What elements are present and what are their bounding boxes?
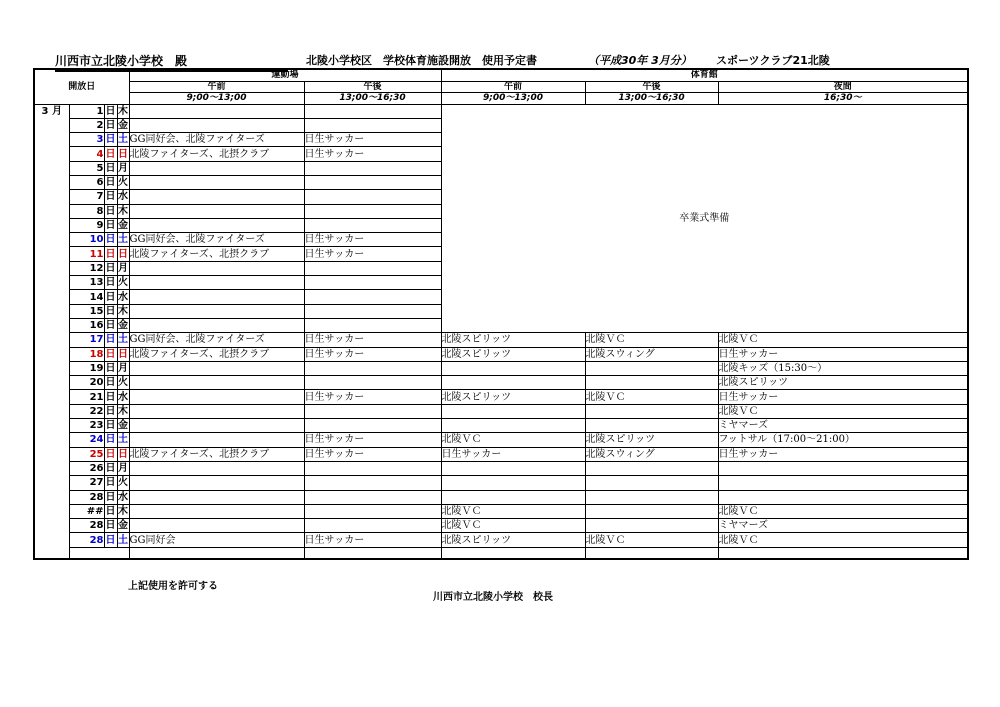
day-number: 25 bbox=[69, 447, 104, 461]
weekday: 月 bbox=[118, 463, 128, 475]
ground-afternoon-cell: 日生サッカー bbox=[304, 333, 441, 347]
table-row bbox=[34, 347, 968, 361]
gym-afternoon-cell bbox=[585, 504, 718, 518]
ground-afternoon-cell bbox=[304, 461, 441, 475]
table-row bbox=[34, 490, 968, 504]
ground-morning-cell bbox=[129, 104, 304, 118]
day-number: 20 bbox=[69, 376, 104, 390]
weekday: 土 bbox=[118, 534, 128, 546]
weekday: 火 bbox=[118, 477, 128, 489]
weekday: 水 bbox=[118, 491, 128, 503]
table-row bbox=[34, 476, 968, 490]
day-unit: 日 bbox=[105, 505, 116, 517]
day-unit: 日 bbox=[105, 405, 116, 417]
ground-morning-cell bbox=[129, 218, 304, 232]
table-row bbox=[34, 361, 968, 375]
gym-night-cell bbox=[718, 490, 968, 504]
ground-morning-time: 9;00～13;00 bbox=[129, 93, 304, 105]
weekday: 木 bbox=[118, 205, 128, 217]
blank-cell bbox=[104, 547, 117, 559]
weekday: 土 bbox=[118, 334, 128, 346]
ground-morning-cell bbox=[129, 290, 304, 304]
ground-afternoon-cell bbox=[304, 276, 441, 290]
weekday: 月 bbox=[118, 162, 128, 174]
gym-night-header: 夜間 bbox=[718, 81, 968, 93]
day-unit: 日 bbox=[105, 448, 116, 460]
ground-afternoon-cell bbox=[304, 118, 441, 132]
weekday: 木 bbox=[118, 305, 128, 317]
day-unit: 日 bbox=[105, 520, 116, 532]
ground-afternoon-time: 13;00～16;30 bbox=[304, 93, 441, 105]
gym-morning-cell: 北陵スピリッツ bbox=[441, 347, 585, 361]
gym-morning-cell: 北陵スピリッツ bbox=[441, 533, 585, 547]
gym-night-cell: 日生サッカー bbox=[718, 347, 968, 361]
document-title: 北陵小学校区 学校体育施設開放 使用予定書 bbox=[306, 52, 554, 70]
table-row bbox=[34, 504, 968, 518]
ground-afternoon-cell bbox=[304, 161, 441, 175]
day-number: 16 bbox=[69, 318, 104, 332]
gym-afternoon-cell: 北陵スウィング bbox=[585, 447, 718, 461]
gym-afternoon-cell bbox=[585, 404, 718, 418]
gym-night-cell: ミヤマーズ bbox=[718, 419, 968, 433]
day-unit: 日 bbox=[105, 362, 116, 374]
day-number: ## bbox=[69, 504, 104, 518]
day-unit: 日 bbox=[105, 119, 116, 131]
day-number: 7 bbox=[69, 190, 104, 204]
gym-night-cell: 北陵ＶＣ bbox=[718, 504, 968, 518]
ground-morning-cell bbox=[129, 276, 304, 290]
day-number: 26 bbox=[69, 461, 104, 475]
ground-morning-cell: GG同好会 bbox=[129, 533, 304, 547]
period: （平成30年 3月分） bbox=[588, 54, 692, 67]
ground-morning-cell bbox=[129, 204, 304, 218]
table-row bbox=[34, 404, 968, 418]
ground-morning-header: 午前 bbox=[129, 81, 304, 93]
gym-morning-cell: 北陵スピリッツ bbox=[441, 333, 585, 347]
ground-afternoon-header: 午後 bbox=[304, 81, 441, 93]
ground-afternoon-cell: 日生サッカー bbox=[304, 147, 441, 161]
date-header: 開放日 bbox=[34, 69, 129, 104]
blank-cell bbox=[117, 547, 129, 559]
gym-afternoon-cell bbox=[585, 490, 718, 504]
weekday: 金 bbox=[118, 520, 128, 532]
ground-morning-cell bbox=[129, 433, 304, 447]
gym-afternoon-cell bbox=[585, 376, 718, 390]
ground-morning-cell bbox=[129, 318, 304, 332]
ground-afternoon-cell bbox=[304, 204, 441, 218]
ground-afternoon-cell bbox=[304, 419, 441, 433]
schedule-table bbox=[33, 68, 969, 560]
table-row bbox=[34, 461, 968, 475]
weekday: 水 bbox=[118, 391, 128, 403]
day-number: 23 bbox=[69, 419, 104, 433]
day-number: 11 bbox=[69, 247, 104, 261]
day-number: 12 bbox=[69, 261, 104, 275]
gym-afternoon-header: 午後 bbox=[585, 81, 718, 93]
weekday: 土 bbox=[118, 234, 128, 246]
day-unit: 日 bbox=[105, 105, 116, 117]
day-unit: 日 bbox=[105, 391, 116, 403]
day-number: 17 bbox=[69, 333, 104, 347]
gym-afternoon-cell: 北陵ＶＣ bbox=[585, 390, 718, 404]
ground-morning-cell bbox=[129, 190, 304, 204]
ground-afternoon-cell bbox=[304, 361, 441, 375]
ground-morning-cell bbox=[129, 175, 304, 189]
gym-night-cell: フットサル（17:00～21:00） bbox=[718, 433, 968, 447]
day-number: 28 bbox=[69, 533, 104, 547]
ground-morning-cell bbox=[129, 419, 304, 433]
gym-night-cell: 日生サッカー bbox=[718, 447, 968, 461]
day-unit: 日 bbox=[105, 162, 116, 174]
gym-morning-cell: 北陵ＶＣ bbox=[441, 519, 585, 533]
gym-afternoon-time: 13;00～16;30 bbox=[585, 93, 718, 105]
weekday: 水 bbox=[118, 291, 128, 303]
day-number: 24 bbox=[69, 433, 104, 447]
ground-afternoon-cell bbox=[304, 261, 441, 275]
ground-morning-cell: 北陵ファイターズ、北摂クラブ bbox=[129, 147, 304, 161]
gym-afternoon-cell bbox=[585, 361, 718, 375]
gym-afternoon-cell: 北陵スウィング bbox=[585, 347, 718, 361]
gym-night-cell: 日生サッカー bbox=[718, 390, 968, 404]
day-unit: 日 bbox=[105, 491, 116, 503]
weekday: 月 bbox=[118, 362, 128, 374]
ground-afternoon-cell bbox=[304, 376, 441, 390]
ground-morning-cell bbox=[129, 376, 304, 390]
day-unit: 日 bbox=[105, 191, 116, 203]
gym-afternoon-cell: 北陵ＶＣ bbox=[585, 533, 718, 547]
gym-morning-header: 午前 bbox=[441, 81, 585, 93]
blank-cell bbox=[585, 547, 718, 559]
gym-night-time: 16;30～ bbox=[718, 93, 968, 105]
gym-morning-cell bbox=[441, 376, 585, 390]
weekday: 日 bbox=[118, 248, 128, 260]
weekday: 金 bbox=[118, 420, 128, 432]
ground-morning-cell bbox=[129, 304, 304, 318]
day-unit: 日 bbox=[105, 534, 116, 546]
ground-afternoon-cell bbox=[304, 490, 441, 504]
permit-text: 上記使用を許可する bbox=[128, 581, 218, 592]
gym-morning-cell bbox=[441, 490, 585, 504]
day-number: 10 bbox=[69, 233, 104, 247]
day-number: 3 bbox=[69, 133, 104, 147]
gym-night-cell: 北陵ＶＣ bbox=[718, 533, 968, 547]
weekday: 金 bbox=[118, 119, 128, 131]
ground-morning-cell: 北陵ファイターズ、北摂クラブ bbox=[129, 247, 304, 261]
ground-morning-cell bbox=[129, 118, 304, 132]
day-unit: 日 bbox=[105, 177, 116, 189]
day-number: 14 bbox=[69, 290, 104, 304]
gym-morning-cell bbox=[441, 461, 585, 475]
day-unit: 日 bbox=[105, 262, 116, 274]
day-unit: 日 bbox=[105, 220, 116, 232]
gym-morning-cell bbox=[441, 419, 585, 433]
ground-morning-cell bbox=[129, 361, 304, 375]
blank-cell bbox=[69, 547, 104, 559]
day-number: 8 bbox=[69, 204, 104, 218]
gym-morning-cell: 北陵スピリッツ bbox=[441, 390, 585, 404]
weekday: 月 bbox=[118, 262, 128, 274]
ground-afternoon-cell: 日生サッカー bbox=[304, 247, 441, 261]
day-unit: 日 bbox=[105, 305, 116, 317]
table-row bbox=[34, 447, 968, 461]
weekday: 木 bbox=[118, 505, 128, 517]
gym-afternoon-cell bbox=[585, 519, 718, 533]
day-unit: 日 bbox=[105, 463, 116, 475]
day-unit: 日 bbox=[105, 477, 116, 489]
table-row bbox=[34, 533, 968, 547]
ground-morning-cell: 北陵ファイターズ、北摂クラブ bbox=[129, 447, 304, 461]
day-number: 5 bbox=[69, 161, 104, 175]
gym-night-cell: ミヤマーズ bbox=[718, 519, 968, 533]
gym-night-cell: 北陵ＶＣ bbox=[718, 333, 968, 347]
ground-morning-cell bbox=[129, 461, 304, 475]
ground-morning-cell: GG同好会、北陵ファイターズ bbox=[129, 133, 304, 147]
ground-morning-cell bbox=[129, 490, 304, 504]
day-unit: 日 bbox=[105, 205, 116, 217]
gym-merged-note: 卒業式準備 bbox=[441, 104, 968, 333]
weekday: 水 bbox=[118, 191, 128, 203]
ground-afternoon-cell: 日生サッカー bbox=[304, 433, 441, 447]
weekday: 金 bbox=[118, 220, 128, 232]
weekday: 日 bbox=[118, 148, 128, 160]
gym-afternoon-cell bbox=[585, 476, 718, 490]
ground-morning-cell: GG同好会、北陵ファイターズ bbox=[129, 333, 304, 347]
weekday: 日 bbox=[118, 448, 128, 460]
day-number: 18 bbox=[69, 347, 104, 361]
day-unit: 日 bbox=[105, 377, 116, 389]
day-number: 28 bbox=[69, 490, 104, 504]
ground-afternoon-cell bbox=[304, 404, 441, 418]
gym-morning-cell: 北陵ＶＣ bbox=[441, 504, 585, 518]
schedule-body bbox=[34, 104, 968, 559]
weekday: 火 bbox=[118, 177, 128, 189]
ground-morning-cell: 北陵ファイターズ、北摂クラブ bbox=[129, 347, 304, 361]
ground-afternoon-cell bbox=[304, 175, 441, 189]
blank-cell bbox=[718, 547, 968, 559]
gym-afternoon-cell: 北陵スピリッツ bbox=[585, 433, 718, 447]
day-unit: 日 bbox=[105, 320, 116, 332]
ground-afternoon-cell bbox=[304, 318, 441, 332]
day-unit: 日 bbox=[105, 248, 116, 260]
table-row bbox=[34, 390, 968, 404]
day-unit: 日 bbox=[105, 334, 116, 346]
ground-morning-cell bbox=[129, 404, 304, 418]
day-number: 13 bbox=[69, 276, 104, 290]
ground-afternoon-cell bbox=[304, 504, 441, 518]
ground-afternoon-cell: 日生サッカー bbox=[304, 390, 441, 404]
ground-morning-cell bbox=[129, 504, 304, 518]
table-row bbox=[34, 104, 968, 118]
ground-morning-cell bbox=[129, 261, 304, 275]
table-row bbox=[34, 376, 968, 390]
day-unit: 日 bbox=[105, 434, 116, 446]
ground-header: 運動場 bbox=[129, 69, 441, 81]
day-number: 15 bbox=[69, 304, 104, 318]
day-unit: 日 bbox=[105, 348, 116, 360]
ground-afternoon-cell: 日生サッカー bbox=[304, 347, 441, 361]
ground-afternoon-cell bbox=[304, 519, 441, 533]
ground-afternoon-cell bbox=[304, 190, 441, 204]
club-name: スポーツクラブ21北陵 bbox=[716, 54, 830, 67]
weekday: 日 bbox=[118, 348, 128, 360]
weekday: 土 bbox=[118, 134, 128, 146]
ground-afternoon-cell: 日生サッカー bbox=[304, 233, 441, 247]
day-number: 2 bbox=[69, 118, 104, 132]
gym-afternoon-cell bbox=[585, 419, 718, 433]
ground-morning-cell bbox=[129, 519, 304, 533]
day-number: 1 bbox=[69, 104, 104, 118]
ground-afternoon-cell bbox=[304, 476, 441, 490]
ground-afternoon-cell bbox=[304, 218, 441, 232]
gym-afternoon-cell: 北陵ＶＣ bbox=[585, 333, 718, 347]
gym-night-cell bbox=[718, 476, 968, 490]
blank-cell bbox=[441, 547, 585, 559]
blank-cell bbox=[304, 547, 441, 559]
gym-header: 体育館 bbox=[441, 69, 968, 81]
gym-night-cell: 北陵スピリッツ bbox=[718, 376, 968, 390]
day-unit: 日 bbox=[105, 148, 116, 160]
gym-morning-cell bbox=[441, 476, 585, 490]
addressee: 川西市立北陵小学校 殿 bbox=[55, 52, 288, 72]
gym-morning-cell: 北陵ＶＣ bbox=[441, 433, 585, 447]
ground-afternoon-cell: 日生サッカー bbox=[304, 133, 441, 147]
gym-night-cell: 北陵キッズ（15:30～） bbox=[718, 361, 968, 375]
ground-morning-cell bbox=[129, 476, 304, 490]
gym-afternoon-cell bbox=[585, 461, 718, 475]
day-number: 19 bbox=[69, 361, 104, 375]
gym-morning-cell bbox=[441, 404, 585, 418]
ground-afternoon-cell bbox=[304, 104, 441, 118]
principal-signature: 川西市立北陵小学校 校長 bbox=[433, 592, 553, 603]
day-number: 28 bbox=[69, 519, 104, 533]
weekday: 火 bbox=[118, 277, 128, 289]
weekday: 金 bbox=[118, 320, 128, 332]
table-row bbox=[34, 433, 968, 447]
month-cell: 3 月 bbox=[34, 104, 69, 559]
gym-night-cell bbox=[718, 461, 968, 475]
ground-afternoon-cell: 日生サッカー bbox=[304, 533, 441, 547]
ground-morning-cell bbox=[129, 161, 304, 175]
weekday: 木 bbox=[118, 405, 128, 417]
day-number: 9 bbox=[69, 218, 104, 232]
weekday: 土 bbox=[118, 434, 128, 446]
day-unit: 日 bbox=[105, 134, 116, 146]
table-row bbox=[34, 333, 968, 347]
ground-afternoon-cell bbox=[304, 290, 441, 304]
day-number: 21 bbox=[69, 390, 104, 404]
blank-cell bbox=[129, 547, 304, 559]
blank-row bbox=[34, 547, 968, 559]
day-number: 27 bbox=[69, 476, 104, 490]
weekday: 火 bbox=[118, 377, 128, 389]
day-unit: 日 bbox=[105, 234, 116, 246]
ground-morning-cell: GG同好会、北陵ファイターズ bbox=[129, 233, 304, 247]
gym-morning-cell: 日生サッカー bbox=[441, 447, 585, 461]
day-number: 6 bbox=[69, 175, 104, 189]
weekday: 木 bbox=[118, 105, 128, 117]
ground-morning-cell bbox=[129, 390, 304, 404]
table-row bbox=[34, 519, 968, 533]
day-number: 4 bbox=[69, 147, 104, 161]
gym-morning-cell bbox=[441, 361, 585, 375]
day-unit: 日 bbox=[105, 291, 116, 303]
gym-morning-time: 9;00～13;00 bbox=[441, 93, 585, 105]
table-row bbox=[34, 419, 968, 433]
ground-afternoon-cell: 日生サッカー bbox=[304, 447, 441, 461]
day-number: 22 bbox=[69, 404, 104, 418]
gym-night-cell: 北陵ＶＣ bbox=[718, 404, 968, 418]
day-unit: 日 bbox=[105, 277, 116, 289]
ground-afternoon-cell bbox=[304, 304, 441, 318]
day-unit: 日 bbox=[105, 420, 116, 432]
